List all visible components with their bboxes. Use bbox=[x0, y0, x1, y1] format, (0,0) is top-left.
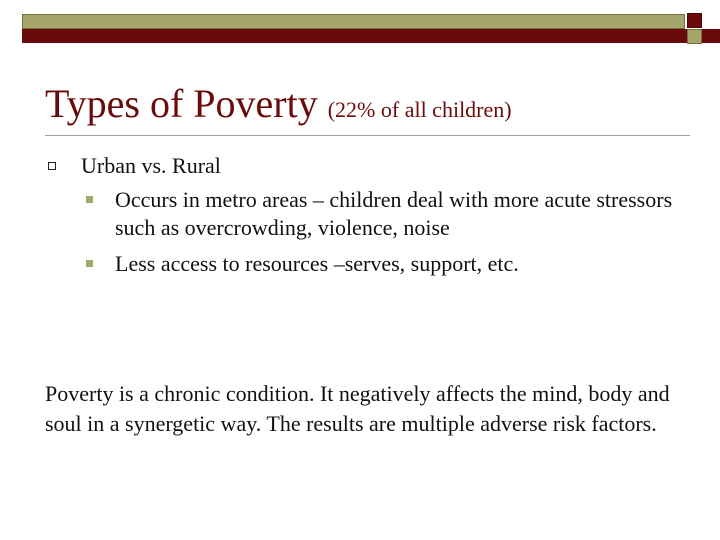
slide-title-main: Types of Poverty bbox=[45, 81, 318, 126]
slide-title bbox=[45, 82, 512, 132]
bullet-text: Urban vs. Rural bbox=[81, 153, 221, 178]
header-band-olive bbox=[22, 14, 685, 29]
bullet-item bbox=[45, 152, 685, 180]
header-corner-box-olive bbox=[687, 29, 702, 44]
bullet-list bbox=[45, 152, 685, 286]
sub-bullet-text: Occurs in metro areas – children deal with more acute stressors such as overcrowding, violence, noise bbox=[115, 187, 673, 240]
sub-bullet-item bbox=[45, 250, 685, 278]
title-divider bbox=[45, 135, 690, 136]
summary-paragraph: Poverty is a chronic condition. It negatively affects the mind, body and soul in a synergetic way. The results are multiple adverse risk factors. bbox=[45, 381, 670, 436]
slide-title-suffix: (22% of all children) bbox=[327, 97, 512, 122]
square-outline-bullet-icon bbox=[48, 162, 56, 170]
sub-bullet-text: Less access to resources –serves, support, etc. bbox=[115, 251, 519, 276]
square-filled-bullet-icon bbox=[86, 260, 93, 267]
header-corner-box-maroon bbox=[687, 13, 702, 28]
square-filled-bullet-icon bbox=[86, 196, 93, 203]
header-band-maroon bbox=[22, 29, 720, 43]
sub-bullet-item bbox=[45, 186, 685, 242]
